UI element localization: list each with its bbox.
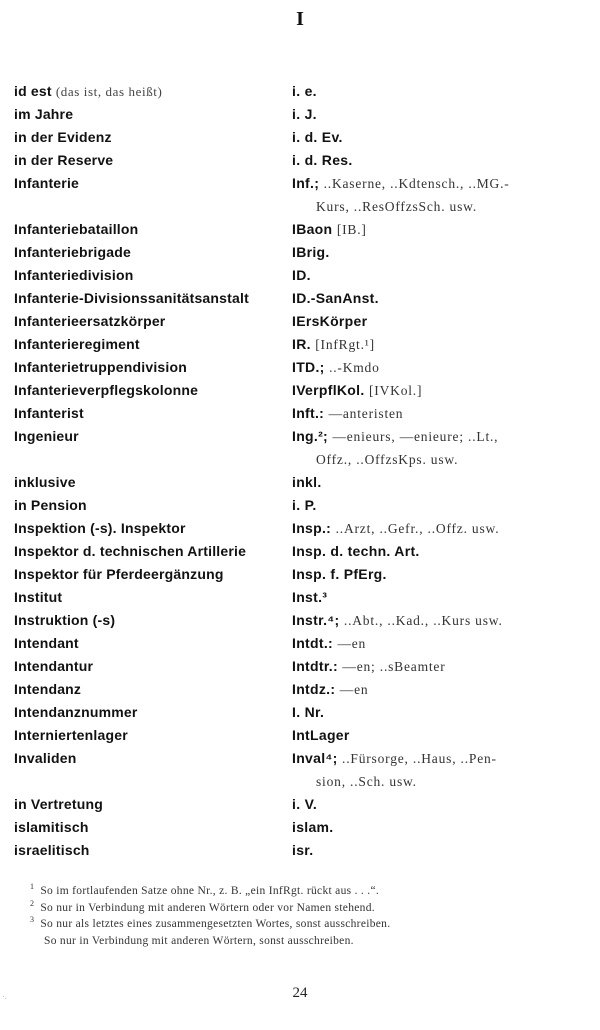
entry-row	[14, 310, 584, 333]
entry-row	[14, 701, 584, 724]
entry-abbreviation-line	[292, 747, 574, 770]
entry-term-text: Infanterieersatzkörper	[14, 313, 166, 329]
entry-abbreviation-block	[292, 609, 584, 632]
entry-term-text: Intendanznummer	[14, 704, 138, 720]
entry-abbreviation-block	[292, 126, 584, 149]
entry-abbreviation: Ing.²;	[292, 428, 329, 444]
entry-abbreviation-block	[292, 494, 584, 517]
entry-abbreviation-block	[292, 241, 584, 264]
entry-abbreviation-block	[292, 425, 584, 471]
entry-abbreviation-block	[292, 172, 584, 218]
entry-abbreviation: i. d. Ev.	[292, 129, 343, 145]
entry-forms: —en	[337, 636, 367, 651]
entry-abbreviation-line	[292, 655, 574, 678]
entry-term	[14, 241, 292, 264]
entry-abbreviation: IVerpflKol.	[292, 382, 365, 398]
entry-forms-continued: Kurs, ..ResOffzsSch. usw.	[316, 199, 477, 214]
entry-abbreviation-line	[292, 103, 574, 126]
footnote-text: So im fortlaufenden Satze ohne Nr., z. B. „ein InfRgt. rückt aus . . .“.	[40, 885, 380, 897]
entry-term	[14, 80, 292, 103]
entry-term	[14, 494, 292, 517]
entry-row	[14, 494, 584, 517]
entry-abbreviation-line	[292, 425, 574, 448]
entry-term-text: Infanteriebataillon	[14, 221, 139, 237]
footnote-text: So nur in Verbindung mit anderen Wörtern oder vor Namen stehend.	[40, 901, 375, 914]
entry-abbreviation: Instr.⁴;	[292, 612, 340, 628]
entry-term	[14, 379, 292, 402]
entry-term-text: Inspektion (-s). Inspektor	[14, 520, 186, 536]
entry-abbreviation-line	[292, 494, 574, 517]
entry-term	[14, 609, 292, 632]
entry-abbreviation: IBrig.	[292, 244, 330, 260]
entry-row	[14, 149, 584, 172]
entry-abbreviation-line	[292, 333, 574, 356]
entry-forms: —en	[339, 682, 369, 697]
entry-term-text: im Jahre	[14, 106, 74, 122]
entry-term	[14, 517, 292, 540]
entry-abbreviation-line	[292, 402, 574, 425]
entry-abbreviation-line	[292, 701, 574, 724]
entry-term-text: Infanterieverpflegskolonne	[14, 382, 199, 398]
entry-row	[14, 816, 584, 839]
footnote-marker: 2	[30, 898, 35, 908]
entry-row	[14, 586, 584, 609]
entry-row	[14, 402, 584, 425]
entry-term	[14, 839, 292, 862]
entry-abbreviation-line	[292, 218, 574, 241]
entry-row	[14, 264, 584, 287]
entry-term-text: Infanterieregiment	[14, 336, 140, 352]
entry-row	[14, 172, 584, 218]
entry-abbreviation-line	[292, 632, 574, 655]
entry-forms: [InfRgt.¹]	[315, 337, 375, 352]
entry-abbreviation: Inval⁴;	[292, 750, 338, 766]
entry-term	[14, 632, 292, 655]
entry-abbreviation-block	[292, 356, 584, 379]
entry-forms: ..Arzt, ..Gefr., ..Offz. usw.	[335, 521, 500, 536]
entry-term-text: Interniertenlager	[14, 727, 128, 743]
entry-abbreviation-line	[292, 816, 574, 839]
section-letter-heading: I	[296, 8, 304, 30]
entry-abbreviation: Inf.;	[292, 175, 320, 191]
entry-abbreviation-block	[292, 540, 584, 563]
entry-row	[14, 678, 584, 701]
entry-term	[14, 149, 292, 172]
entry-abbreviation: i. V.	[292, 796, 318, 812]
edge-speck: ·.	[2, 992, 7, 1001]
entry-term-text: Infanterie-Divisionssanitätsanstalt	[14, 290, 249, 306]
footnotes	[30, 883, 590, 949]
entry-abbreviation-block	[292, 816, 584, 839]
entry-row	[14, 747, 584, 793]
entry-abbreviation: Insp. f. PfErg.	[292, 566, 387, 582]
entry-term	[14, 563, 292, 586]
entry-row	[14, 333, 584, 356]
entry-abbreviation-line	[292, 264, 574, 287]
entry-forms: ..Kaserne, ..Kdtensch., ..MG.-	[323, 176, 510, 191]
entry-abbreviation-block	[292, 149, 584, 172]
entry-row	[14, 793, 584, 816]
entry-row	[14, 126, 584, 149]
entry-row	[14, 80, 584, 103]
footnote	[30, 883, 590, 900]
entry-term-text: inklusive	[14, 474, 76, 490]
entry-term	[14, 310, 292, 333]
entry-term-text: in der Reserve	[14, 152, 114, 168]
entry-abbreviation-block	[292, 471, 584, 494]
entry-abbreviation-block	[292, 701, 584, 724]
footnote-text: So nur als letztes eines zusammengesetzten Wortes, sonst ausschreiben.	[40, 918, 391, 930]
entry-abbreviation-line	[292, 586, 574, 609]
entry-abbreviation-block	[292, 517, 584, 540]
entry-term-text: Inspektor d. technischen Artillerie	[14, 543, 247, 559]
entry-term-text: in Pension	[14, 497, 87, 513]
entry-term	[14, 218, 292, 241]
entry-term-text: Invaliden	[14, 750, 77, 766]
entry-abbreviation-line	[292, 80, 574, 103]
entry-forms: [IVKol.]	[369, 383, 423, 398]
entry-abbreviation: ID.	[292, 267, 311, 283]
entry-abbreviation-line	[292, 379, 574, 402]
entry-abbreviation: i. P.	[292, 497, 317, 513]
entry-term	[14, 724, 292, 747]
entry-abbreviation-line	[292, 241, 574, 264]
entry-abbreviation-line	[292, 126, 574, 149]
entry-abbreviation-line	[292, 839, 574, 862]
entry-abbreviation-line	[292, 678, 574, 701]
entry-term-text: Infanterietruppendivision	[14, 359, 188, 375]
entry-abbreviation: i. d. Res.	[292, 152, 353, 168]
entry-abbreviation: Intdtr.:	[292, 658, 338, 674]
entry-abbreviation: I. Nr.	[292, 704, 325, 720]
entry-abbreviation-block	[292, 379, 584, 402]
entry-abbreviation-block	[292, 80, 584, 103]
entry-term-text: Intendanz	[14, 681, 82, 697]
entry-term	[14, 816, 292, 839]
entry-term	[14, 425, 292, 448]
entry-abbreviation-line	[292, 471, 574, 494]
entry-abbreviation-block	[292, 655, 584, 678]
entry-term-text: Intendant	[14, 635, 79, 651]
entry-term	[14, 333, 292, 356]
entry-abbreviation-line	[292, 793, 574, 816]
entry-abbreviation-block	[292, 678, 584, 701]
entry-row	[14, 356, 584, 379]
entry-term	[14, 655, 292, 678]
footnote-marker: 3	[30, 915, 35, 925]
entry-abbreviation-line	[292, 149, 574, 172]
entry-term	[14, 540, 292, 563]
entry-abbreviation: IBaon	[292, 221, 333, 237]
entry-abbreviation: Inst.³	[292, 589, 328, 605]
entry-abbreviation: Insp. d. techn. Art.	[292, 543, 420, 559]
footnote-marker: 1	[30, 882, 35, 892]
entry-term	[14, 793, 292, 816]
entry-abbreviation: Inft.:	[292, 405, 325, 421]
entry-term	[14, 172, 292, 195]
entry-row	[14, 609, 584, 632]
entry-forms: —en; ..sBeamter	[342, 659, 446, 674]
entry-term	[14, 747, 292, 770]
entry-term-note: (das ist, das heißt)	[55, 84, 163, 99]
abbreviation-list	[14, 80, 584, 862]
entry-abbreviation: IntLager	[292, 727, 350, 743]
entry-forms: [IB.]	[336, 222, 367, 237]
entry-abbreviation-block	[292, 310, 584, 333]
entry-term-text: Instruktion (-s)	[14, 612, 116, 628]
entry-abbreviation-block	[292, 333, 584, 356]
entry-abbreviation-line	[292, 172, 574, 195]
entry-abbreviation-block	[292, 724, 584, 747]
entry-abbreviation-block	[292, 287, 584, 310]
entry-forms: ..Fürsorge, ..Haus, ..Pen-	[342, 751, 497, 766]
entry-abbreviation: ITD.;	[292, 359, 325, 375]
footnote-text: So nur in Verbindung mit anderen Wörtern, sonst ausschreiben.	[44, 934, 354, 947]
entry-row	[14, 218, 584, 241]
entry-term	[14, 701, 292, 724]
entry-abbreviation-block	[292, 402, 584, 425]
entry-abbreviation: IR.	[292, 336, 311, 352]
entry-forms: —anteristen	[328, 406, 404, 421]
entry-abbreviation-line	[292, 563, 574, 586]
entry-abbreviation-line	[292, 609, 574, 632]
entry-abbreviation-line	[292, 287, 574, 310]
entry-abbreviation: ID.-SanAnst.	[292, 290, 379, 306]
entry-abbreviation: Intdt.:	[292, 635, 333, 651]
entry-term-text: in Vertretung	[14, 796, 103, 812]
entry-row	[14, 540, 584, 563]
entry-term-text: Infanteriedivision	[14, 267, 134, 283]
entry-row	[14, 241, 584, 264]
entry-abbreviation-block	[292, 586, 584, 609]
entry-abbreviation: isr.	[292, 842, 314, 858]
entry-row	[14, 287, 584, 310]
entry-abbreviation-block	[292, 264, 584, 287]
entry-abbreviation-line	[292, 310, 574, 333]
entry-abbreviation-block	[292, 218, 584, 241]
entry-row	[14, 724, 584, 747]
footnote	[30, 916, 590, 933]
entry-abbreviation: i. e.	[292, 83, 317, 99]
entry-abbreviation: islam.	[292, 819, 334, 835]
entry-term	[14, 126, 292, 149]
entry-term-text: Infanterie	[14, 175, 80, 191]
entry-forms: ..-Kmdo	[329, 360, 380, 375]
entry-abbreviation-line	[292, 540, 574, 563]
entry-abbreviation-line	[292, 517, 574, 540]
entry-row	[14, 471, 584, 494]
entry-row	[14, 563, 584, 586]
entry-row	[14, 517, 584, 540]
entry-forms: ..Abt., ..Kad., ..Kurs usw.	[343, 613, 503, 628]
entry-term-text: Inspektor für Pferdeergänzung	[14, 566, 224, 582]
entry-abbreviation: Insp.:	[292, 520, 332, 536]
entry-row	[14, 655, 584, 678]
entry-term-text: Ingenieur	[14, 428, 79, 444]
entry-term-text: Infanteriebrigade	[14, 244, 131, 260]
entry-abbreviation-block	[292, 747, 584, 793]
entry-row	[14, 379, 584, 402]
entry-abbreviation-block	[292, 839, 584, 862]
entry-row	[14, 839, 584, 862]
entry-abbreviation-block	[292, 793, 584, 816]
entry-row	[14, 425, 584, 471]
entry-term-text: Infanterist	[14, 405, 84, 421]
entry-forms-continued: sion, ..Sch. usw.	[316, 774, 417, 789]
entry-term	[14, 264, 292, 287]
entry-abbreviation: inkl.	[292, 474, 322, 490]
entry-term-text: Intendantur	[14, 658, 94, 674]
entry-abbreviation-block	[292, 103, 584, 126]
entry-abbreviation-block	[292, 632, 584, 655]
entry-term	[14, 287, 292, 310]
entry-term	[14, 678, 292, 701]
entry-term	[14, 402, 292, 425]
footnote	[30, 933, 590, 950]
entry-abbreviation-line	[292, 724, 574, 747]
entry-abbreviation: i. J.	[292, 106, 317, 122]
entry-term-text: Institut	[14, 589, 63, 605]
entry-term-text: id est	[14, 83, 52, 99]
entry-term	[14, 103, 292, 126]
entry-row	[14, 103, 584, 126]
entry-term-text: israelitisch	[14, 842, 90, 858]
entry-abbreviation: IErsKörper	[292, 313, 368, 329]
entry-forms-continued: Offz., ..OffzsKps. usw.	[316, 452, 459, 467]
page-number: 24	[292, 985, 308, 1001]
footnote	[30, 900, 590, 917]
entry-row	[14, 632, 584, 655]
entry-abbreviation-block	[292, 563, 584, 586]
entry-abbreviation: Intdz.:	[292, 681, 336, 697]
entry-forms: —enieurs, —enieure; ..Lt.,	[332, 429, 499, 444]
entry-abbreviation-line	[292, 356, 574, 379]
entry-term-text: in der Evidenz	[14, 129, 112, 145]
entry-term	[14, 471, 292, 494]
entry-term	[14, 356, 292, 379]
entry-term	[14, 586, 292, 609]
entry-term-text: islamitisch	[14, 819, 89, 835]
